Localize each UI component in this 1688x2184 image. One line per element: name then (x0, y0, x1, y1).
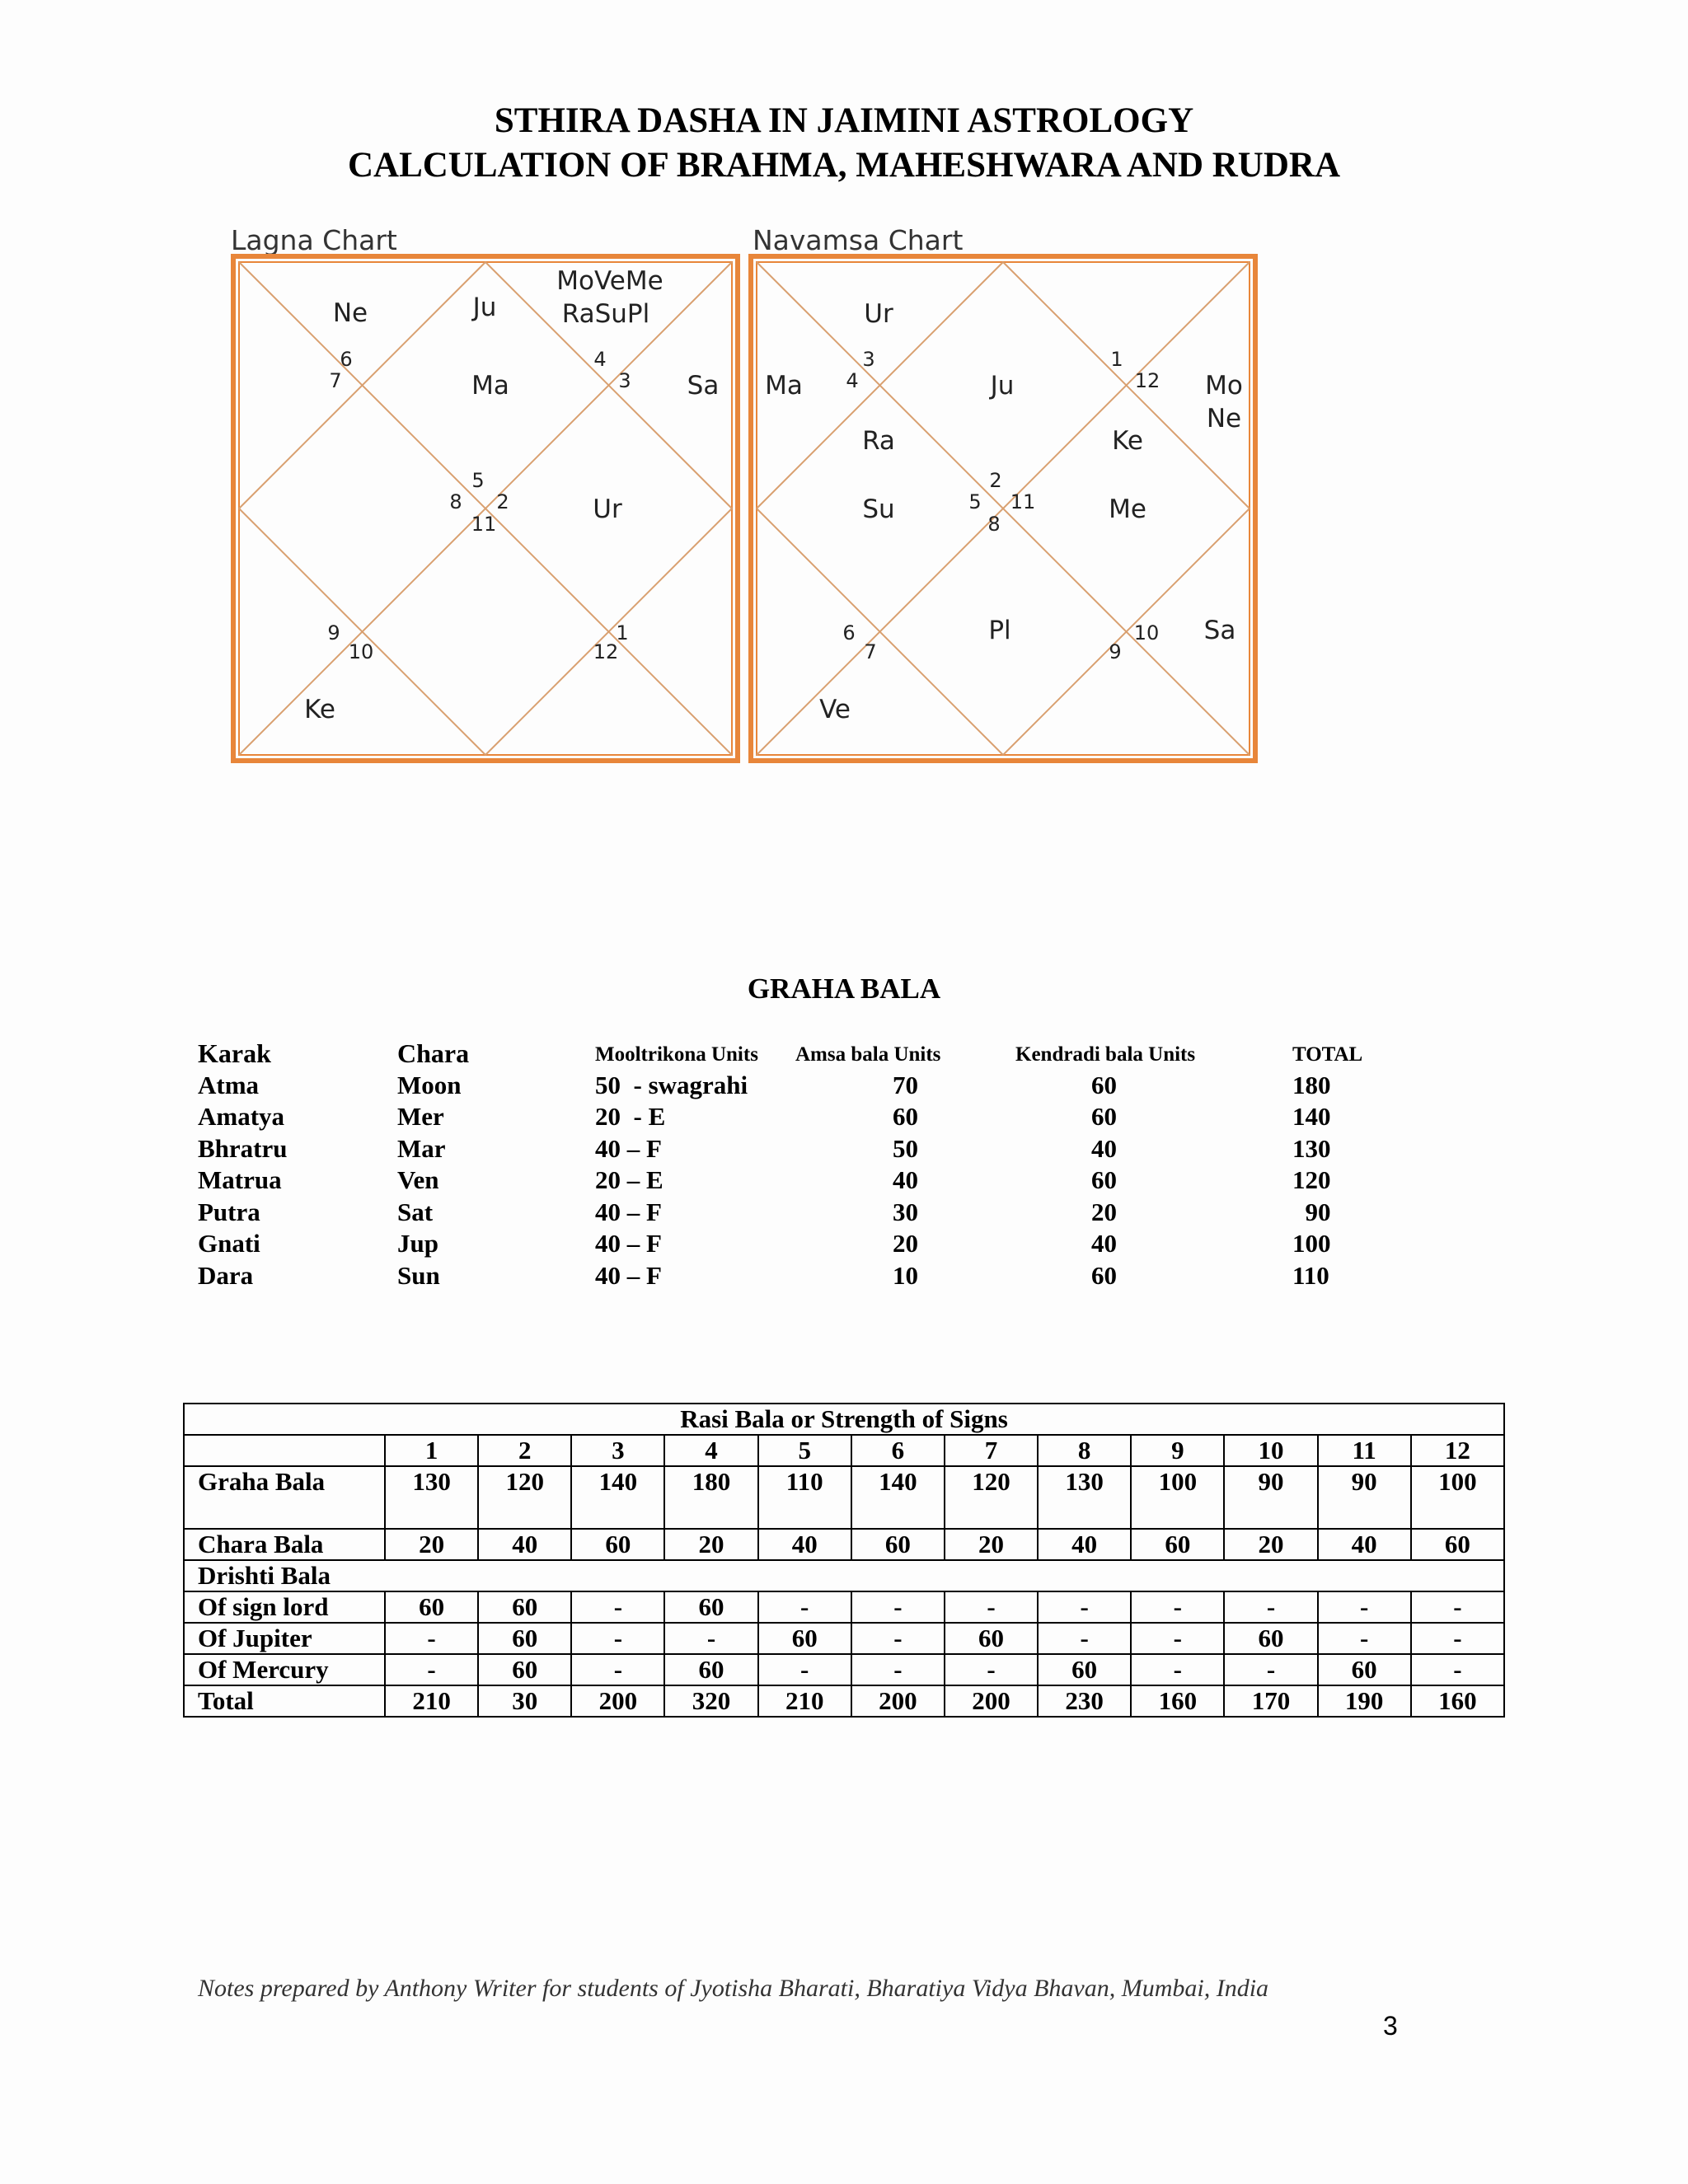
navamsa-chart-label: Navamsa Chart (753, 224, 964, 256)
kendradi-cell: 60 (1091, 1102, 1117, 1131)
lagna-text: RaSuPl (561, 299, 650, 329)
table-cell: 60 (571, 1529, 664, 1560)
chara-cell: Sun (397, 1260, 440, 1290)
table-cell: 130 (385, 1466, 478, 1529)
column-header: 2 (478, 1435, 571, 1466)
table-cell: - (945, 1591, 1038, 1623)
mooltrikona-cell: 50 - swagrahi (595, 1070, 748, 1099)
mooltrikona-cell: 40 – F (595, 1260, 662, 1290)
table-cell: 60 (385, 1591, 478, 1623)
navamsa-text: Su (862, 494, 895, 524)
lagna-text: 10 (348, 640, 374, 663)
column-header: 10 (1224, 1435, 1317, 1466)
kendradi-cell: 60 (1091, 1165, 1117, 1194)
graha-bala-heading: GRAHA BALA (747, 972, 941, 1005)
table-cell: 110 (758, 1466, 851, 1529)
table-cell: - (758, 1654, 851, 1685)
header-karak: Karak (198, 1038, 271, 1068)
table-cell: - (385, 1623, 478, 1654)
table-cell: - (1318, 1591, 1411, 1623)
navamsa-text: Ju (990, 371, 1015, 401)
navamsa-text: Ne (1206, 404, 1242, 434)
navamsa-text: Ur (864, 299, 893, 329)
table-cell: 40 (758, 1529, 851, 1560)
lagna-text: 12 (593, 640, 619, 663)
document-title-line-2: CALCULATION OF BRAHMA, MAHESHWARA AND RUDRA (347, 146, 1341, 185)
column-header: 11 (1318, 1435, 1411, 1466)
table-cell: - (571, 1623, 664, 1654)
lagna-text: 2 (496, 490, 509, 513)
table-cell: 40 (1038, 1529, 1131, 1560)
amsa-cell: 40 (893, 1165, 918, 1194)
column-header: 3 (571, 1435, 664, 1466)
table-cell: 210 (385, 1685, 478, 1717)
table-cell: - (1038, 1591, 1131, 1623)
graha-bala-row (184, 1466, 1504, 1529)
karak-cell: Amatya (198, 1102, 285, 1131)
lagna-text: 8 (449, 490, 462, 513)
column-header: 4 (664, 1435, 757, 1466)
row-label: Total (184, 1685, 385, 1717)
table-cell: 60 (851, 1529, 945, 1560)
header-amsa-bala: Amsa bala Units (795, 1043, 941, 1066)
karak-cell: Atma (198, 1070, 260, 1099)
navamsa-text: 8 (987, 513, 1001, 536)
table-cell: 140 (851, 1466, 945, 1529)
total-cell: 110 (1292, 1260, 1329, 1290)
table-cell: - (851, 1623, 945, 1654)
amsa-cell: 10 (893, 1260, 918, 1290)
table-cell: 190 (1318, 1685, 1411, 1717)
table-cell: 20 (945, 1529, 1038, 1560)
mooltrikona-cell: 20 - E (595, 1102, 666, 1131)
kendradi-cell: 60 (1091, 1070, 1117, 1099)
total-cell: 130 (1292, 1133, 1331, 1163)
navamsa-text: Ke (1112, 426, 1143, 456)
table-cell: 60 (758, 1623, 851, 1654)
table-cell: - (1131, 1591, 1224, 1623)
chara-cell: Jup (397, 1229, 438, 1258)
table-cell: 200 (571, 1685, 664, 1717)
table-cell: 60 (1038, 1654, 1131, 1685)
total-cell: 140 (1292, 1102, 1331, 1131)
table-cell: - (1038, 1623, 1131, 1654)
page-number: 3 (1383, 2011, 1398, 2041)
row-label: Of Mercury (184, 1654, 385, 1685)
amsa-cell: 60 (893, 1102, 918, 1131)
table-cell: 160 (1411, 1685, 1504, 1717)
table-cell: 100 (1131, 1466, 1224, 1529)
drishti-bala-row (184, 1560, 1504, 1591)
navamsa-chart (748, 254, 1258, 763)
table-cell: 60 (1224, 1623, 1317, 1654)
column-header: 1 (385, 1435, 478, 1466)
column-header: 7 (945, 1435, 1038, 1466)
table-cell: - (1224, 1591, 1317, 1623)
chara-cell: Sat (397, 1197, 434, 1226)
chara-cell: Mar (397, 1133, 446, 1163)
empty-header-cell (184, 1435, 385, 1466)
table-cell: 120 (478, 1466, 571, 1529)
table-cell: - (1411, 1591, 1504, 1623)
lagna-text: 6 (340, 348, 353, 371)
table-cell: 60 (478, 1623, 571, 1654)
rasi-bala-title: Rasi Bala or Strength of Signs (184, 1404, 1504, 1435)
lagna-text: Ju (472, 293, 497, 322)
column-header: 12 (1411, 1435, 1504, 1466)
table-cell: 20 (1224, 1529, 1317, 1560)
table-cell: 20 (385, 1529, 478, 1560)
table-cell: 60 (1411, 1529, 1504, 1560)
karak-cell: Matrua (198, 1165, 282, 1194)
table-cell: - (758, 1591, 851, 1623)
navamsa-text: 1 (1110, 348, 1123, 371)
chara-cell: Ven (397, 1165, 439, 1194)
navamsa-text: 2 (989, 469, 1002, 492)
table-cell: - (571, 1591, 664, 1623)
header-kendradi-bala: Kendradi bala Units (1015, 1043, 1196, 1066)
table-cell: 130 (1038, 1466, 1131, 1529)
table-cell: - (1131, 1654, 1224, 1685)
table-cell: 20 (664, 1529, 757, 1560)
lagna-text: 5 (471, 469, 485, 492)
amsa-cell: 70 (893, 1070, 918, 1099)
table-cell: 230 (1038, 1685, 1131, 1717)
table-cell: 140 (571, 1466, 664, 1529)
table-cell: 200 (851, 1685, 945, 1717)
table-cell: 60 (1131, 1529, 1224, 1560)
kendradi-cell: 20 (1091, 1197, 1117, 1226)
document-title-line-1: STHIRA DASHA IN JAIMINI ASTROLOGY (494, 101, 1194, 140)
row-label: Of Jupiter (184, 1623, 385, 1654)
total-row (184, 1685, 1504, 1717)
karak-cell: Dara (198, 1260, 254, 1290)
navamsa-text: Me (1109, 494, 1146, 524)
total-cell: 180 (1292, 1070, 1331, 1099)
table-cell: - (1224, 1654, 1317, 1685)
lagna-chart-label: Lagna Chart (231, 224, 397, 256)
table-cell: 100 (1411, 1466, 1504, 1529)
row-label: Graha Bala (184, 1466, 385, 1529)
table-cell: - (664, 1623, 757, 1654)
table-cell: - (1411, 1654, 1504, 1685)
chara-cell: Mer (397, 1102, 444, 1131)
navamsa-text: 5 (968, 490, 982, 513)
table-cell: 60 (945, 1623, 1038, 1654)
of-jupiter-row (184, 1623, 1504, 1654)
chara-bala-row (184, 1529, 1504, 1560)
navamsa-text: Sa (1203, 616, 1236, 645)
lagna-text: Ne (332, 298, 368, 328)
header-chara: Chara (397, 1038, 470, 1068)
karak-cell: Gnati (198, 1229, 260, 1258)
table-cell: - (571, 1654, 664, 1685)
rasi-bala-column-header-row (184, 1435, 1504, 1466)
column-header: 8 (1038, 1435, 1131, 1466)
navamsa-text: 6 (842, 621, 856, 644)
of-sign-lord-row (184, 1591, 1504, 1623)
header-total: TOTAL (1292, 1043, 1363, 1066)
table-cell: 160 (1131, 1685, 1224, 1717)
column-header: 9 (1131, 1435, 1224, 1466)
table-cell: 90 (1224, 1466, 1317, 1529)
table-cell: 90 (1318, 1466, 1411, 1529)
table-cell: 60 (664, 1591, 757, 1623)
table-cell: 210 (758, 1685, 851, 1717)
table-cell: 40 (1318, 1529, 1411, 1560)
table-cell: - (851, 1591, 945, 1623)
table-cell: 170 (1224, 1685, 1317, 1717)
chara-cell: Moon (397, 1070, 462, 1099)
navamsa-text: 12 (1134, 369, 1160, 392)
navamsa-text: 10 (1133, 621, 1160, 644)
navamsa-text: 3 (862, 348, 875, 371)
lagna-text: Ke (304, 695, 335, 724)
lagna-text: 4 (593, 348, 607, 371)
navamsa-text: Ve (819, 695, 851, 724)
table-cell: - (945, 1654, 1038, 1685)
table-cell: 40 (478, 1529, 571, 1560)
navamsa-text: 4 (846, 369, 859, 392)
navamsa-text: Ma (765, 371, 803, 401)
lagna-chart (231, 254, 740, 763)
mooltrikona-cell: 40 – F (595, 1197, 662, 1226)
total-cell: 100 (1292, 1229, 1331, 1258)
table-cell: 30 (478, 1685, 571, 1717)
column-header: 6 (851, 1435, 945, 1466)
table-cell: 180 (664, 1466, 757, 1529)
lagna-text: 1 (616, 621, 629, 644)
lagna-text: 7 (329, 369, 342, 392)
table-cell: - (851, 1654, 945, 1685)
page-footer: Notes prepared by Anthony Writer for students of Jyotisha Bharati, Bharatiya Vidya Bhavan, Mumbai, India (198, 1975, 1269, 2002)
mooltrikona-cell: 40 – F (595, 1229, 662, 1258)
table-cell: 120 (945, 1466, 1038, 1529)
kendradi-cell: 60 (1091, 1260, 1117, 1290)
kendradi-cell: 40 (1091, 1229, 1117, 1258)
lagna-text: MoVeMe (556, 266, 663, 296)
lagna-text: Ur (593, 494, 622, 524)
table-cell: - (385, 1654, 478, 1685)
lagna-text: 11 (471, 513, 497, 536)
table-cell: 60 (1318, 1654, 1411, 1685)
row-label: Of sign lord (184, 1591, 385, 1623)
table-cell: 320 (664, 1685, 757, 1717)
navamsa-text: 7 (864, 640, 877, 663)
mooltrikona-cell: 40 – F (595, 1133, 662, 1163)
total-cell: 90 (1292, 1197, 1331, 1226)
amsa-cell: 20 (893, 1229, 918, 1258)
row-label: Chara Bala (184, 1529, 385, 1560)
table-cell: 200 (945, 1685, 1038, 1717)
table-cell: 60 (478, 1654, 571, 1685)
navamsa-text: 11 (1010, 490, 1036, 513)
table-cell: - (1131, 1623, 1224, 1654)
table-cell: 60 (664, 1654, 757, 1685)
lagna-text: 9 (327, 621, 340, 644)
table-cell: - (1318, 1623, 1411, 1654)
total-cell: 120 (1292, 1165, 1331, 1194)
rasi-bala-table (183, 1403, 1505, 1718)
lagna-text: Sa (687, 371, 720, 401)
karak-cell: Putra (198, 1197, 260, 1226)
lagna-text: 3 (618, 369, 631, 392)
navamsa-text: 9 (1109, 640, 1122, 663)
of-mercury-row (184, 1654, 1504, 1685)
amsa-cell: 50 (893, 1133, 918, 1163)
navamsa-text: Mo (1205, 371, 1243, 401)
mooltrikona-cell: 20 – E (595, 1165, 663, 1194)
header-mooltrikona: Mooltrikona Units (595, 1043, 758, 1066)
column-header: 5 (758, 1435, 851, 1466)
lagna-text: Ma (471, 371, 509, 401)
drishti-bala-label: Drishti Bala (184, 1560, 1504, 1591)
amsa-cell: 30 (893, 1197, 918, 1226)
karak-cell: Bhratru (198, 1133, 288, 1163)
navamsa-text: Pl (988, 616, 1011, 645)
kendradi-cell: 40 (1091, 1133, 1117, 1163)
table-cell: - (1411, 1623, 1504, 1654)
navamsa-text: Ra (862, 426, 895, 456)
table-cell: 60 (478, 1591, 571, 1623)
